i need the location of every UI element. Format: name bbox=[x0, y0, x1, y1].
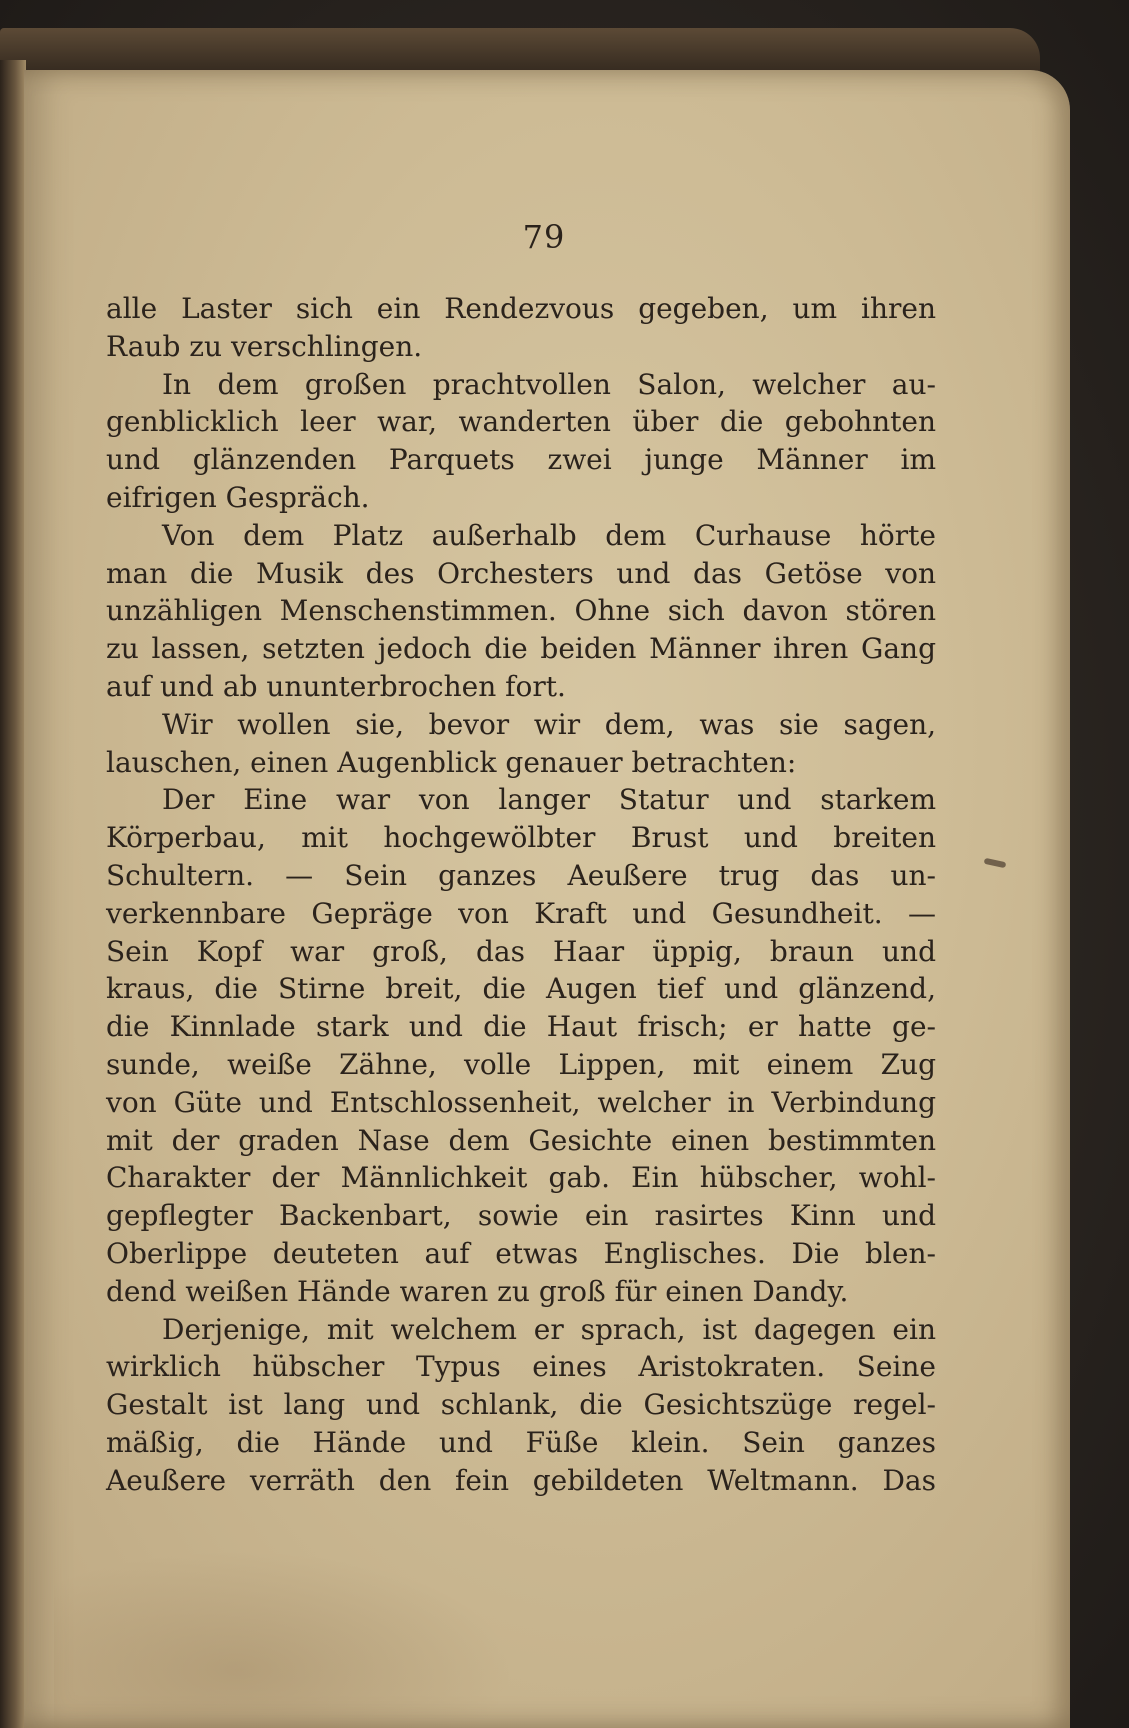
text-line: mäßig, die Hände und Füße klein. Sein ganzes bbox=[106, 1425, 936, 1459]
text-line: lauschen, einen Augenblick genauer betrachten: bbox=[106, 745, 797, 779]
text-line: wirklich hübscher Typus eines Aristokraten. Seine bbox=[106, 1350, 936, 1384]
book-page bbox=[24, 70, 1070, 1728]
text-line: Charakter der Männlichkeit gab. Ein hübscher, wohl- bbox=[106, 1161, 936, 1195]
page-number: 79 bbox=[522, 218, 566, 256]
page-mark bbox=[984, 858, 1007, 868]
text-line: Derjenige, mit welchem er sprach, ist dagegen ein bbox=[162, 1312, 936, 1346]
body-text bbox=[106, 290, 936, 1500]
text-line: genblicklich leer war, wanderten über die gebohnten bbox=[106, 405, 936, 439]
text-line: Schultern. — Sein ganzes Aeußere trug das un- bbox=[106, 858, 936, 892]
text-line: Sein Kopf war groß, das Haar üppig, braun und bbox=[106, 934, 936, 968]
text-line: mit der graden Nase dem Gesichte einen bestimmten bbox=[106, 1123, 936, 1157]
text-line: auf und ab ununterbrochen fort. bbox=[106, 669, 566, 703]
text-line: zu lassen, setzten jedoch die beiden Männer ihren Gang bbox=[106, 632, 936, 666]
text-line: Gestalt ist lang und schlank, die Gesichtszüge regel- bbox=[106, 1388, 936, 1422]
text-line: und glänzenden Parquets zwei junge Männer im bbox=[106, 443, 936, 477]
text-line: von Güte und Entschlossenheit, welcher in Verbindung bbox=[106, 1085, 936, 1119]
page-stain bbox=[54, 1550, 514, 1728]
text-line: dend weißen Hände waren zu groß für einen Dandy. bbox=[106, 1274, 849, 1308]
text-line: verkennbare Gepräge von Kraft und Gesundheit. — bbox=[106, 896, 936, 930]
text-line: eifrigen Gespräch. bbox=[106, 480, 370, 514]
text-line: sunde, weiße Zähne, volle Lippen, mit einem Zug bbox=[106, 1047, 936, 1081]
text-line: Von dem Platz außerhalb dem Curhause hörte bbox=[162, 518, 936, 552]
text-line: alle Laster sich ein Rendezvous gegeben, um ihren bbox=[106, 292, 936, 325]
text-line: Der Eine war von langer Statur und starkem bbox=[162, 783, 936, 817]
text-line: kraus, die Stirne breit, die Augen tief und glänzend, bbox=[106, 972, 936, 1006]
text-line: unzähligen Menschenstimmen. Ohne sich davon stören bbox=[106, 594, 936, 628]
book-spine bbox=[0, 60, 26, 1728]
text-line: Körperbau, mit hochgewölbter Brust und breiten bbox=[106, 821, 936, 855]
text-line: man die Musik des Orchesters und das Getöse von bbox=[106, 556, 936, 590]
text-line: Aeußere verräth den fein gebildeten Weltmann. Das bbox=[106, 1463, 936, 1497]
text-line: gepflegter Backenbart, sowie ein rasirtes Kinn und bbox=[106, 1199, 936, 1233]
text-line: die Kinnlade stark und die Haut frisch; er hatte ge- bbox=[106, 1010, 936, 1044]
text-line: Wir wollen sie, bevor wir dem, was sie sagen, bbox=[162, 707, 936, 741]
text-line: In dem großen prachtvollen Salon, welcher au- bbox=[162, 367, 936, 401]
text-line: Raub zu verschlingen. bbox=[106, 329, 423, 363]
text-line: Oberlippe deuteten auf etwas Englisches. Die blen- bbox=[106, 1236, 936, 1270]
